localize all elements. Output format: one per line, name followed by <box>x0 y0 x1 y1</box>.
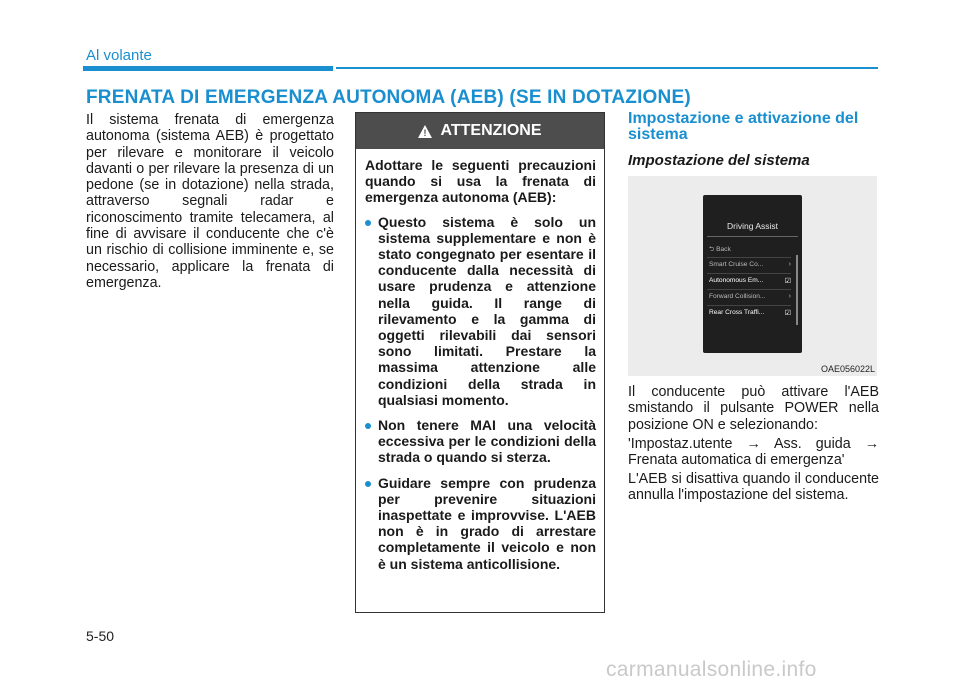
warning-box <box>355 112 605 613</box>
screen-separator <box>707 289 791 290</box>
header-rule-thick <box>83 66 333 71</box>
warning-header <box>356 113 604 149</box>
activation-paragraph: Il conducente può attivare l'AEB smistando il pulsante POWER nella posizione ON e selezionando: <box>628 384 879 433</box>
menu-item: Autonomous Em... ☑ <box>709 277 791 284</box>
warning-item: Questo sistema è solo un sistema supplementare e non è stato congegnato per esentare il conducente dalla necessità di usare prudenza e attenzione nella guida. Il range di rilevamento e la gamma di oggetti rilevabili dai sensori sono limitati. Prestare la massima attenzione alle condizioni della strada in qualsiasi momento. <box>365 214 596 408</box>
warning-list <box>365 214 596 572</box>
section-heading: Impostazione e attivazione del sistema <box>628 110 859 143</box>
page-title: FRENATA DI EMERGENZA AUTONOMA (AEB) (SE IN DOTAZIONE) <box>86 87 691 108</box>
screen-separator <box>707 305 791 306</box>
warning-lead: Adottare le seguenti precauzioni quando si usa la frenata di emergenza autonoma (AEB): <box>365 157 596 206</box>
display-screen <box>703 195 802 353</box>
warning-item: Guidare sempre con prudenza per prevenire situazioni inaspettate e improvvise. L'AEB non è in grado di arrestare completamente il veicolo e non è un sistema anticollisione. <box>365 475 596 572</box>
menu-path-paragraph: 'Impostaz.utente → Ass. guida → Frenata automatica di emergenza' <box>628 436 879 469</box>
bullet-icon <box>365 220 371 226</box>
chevron-right-icon: › <box>788 261 791 268</box>
chevron-right-icon: › <box>788 293 791 300</box>
warning-item: Non tenere MAI una velocità eccessiva per le condizioni della strada o quando si sterza. <box>365 417 596 466</box>
checkbox-checked-icon: ☑ <box>784 278 791 284</box>
figure-code: OAE056022L <box>820 364 875 374</box>
settings-figure <box>628 176 877 376</box>
deactivation-paragraph: L'AEB si disattiva quando il conducente annulla l'impostazione del sistema. <box>628 471 879 504</box>
checkbox-checked-icon: ☑ <box>784 310 791 316</box>
screen-separator <box>707 257 791 258</box>
menu-item: Rear Cross Traffi... ☑ <box>709 309 791 316</box>
bullet-icon <box>365 423 371 429</box>
warning-triangle-icon: ! <box>418 125 432 138</box>
bullet-icon <box>365 481 371 487</box>
header-rule-thin <box>336 67 878 69</box>
screen-title: Driving Assist <box>726 221 778 231</box>
menu-item: Forward Collision... › <box>709 293 791 300</box>
page-number: 5-50 <box>86 628 115 644</box>
watermark: carmanualsonline.info <box>606 658 817 681</box>
warning-body <box>356 149 604 572</box>
back-item: ⮌ Back <box>709 246 731 253</box>
scrollbar <box>796 255 798 325</box>
intro-paragraph: Il sistema frenata di emergenza autonoma (sistema AEB) è progettato per rilevare e monitorare il veicolo davanti o per rilevare la presenza di un pedone (se in dotazione) nella strada, attraverso segnali radar e riconoscimento tramite telecamera, al fine di avvisare il conducente che c'è un rischio di collisione imminente e, se necessario, applicare la frenata di emergenza. <box>86 112 334 291</box>
menu-item: Smart Cruise Co... › <box>709 261 791 268</box>
warning-title: ATTENZIONE <box>440 122 542 139</box>
screen-separator <box>707 273 791 274</box>
section-subheading: Impostazione del sistema <box>628 152 810 169</box>
section-label: Al volante <box>86 47 152 64</box>
screen-divider <box>707 236 798 237</box>
